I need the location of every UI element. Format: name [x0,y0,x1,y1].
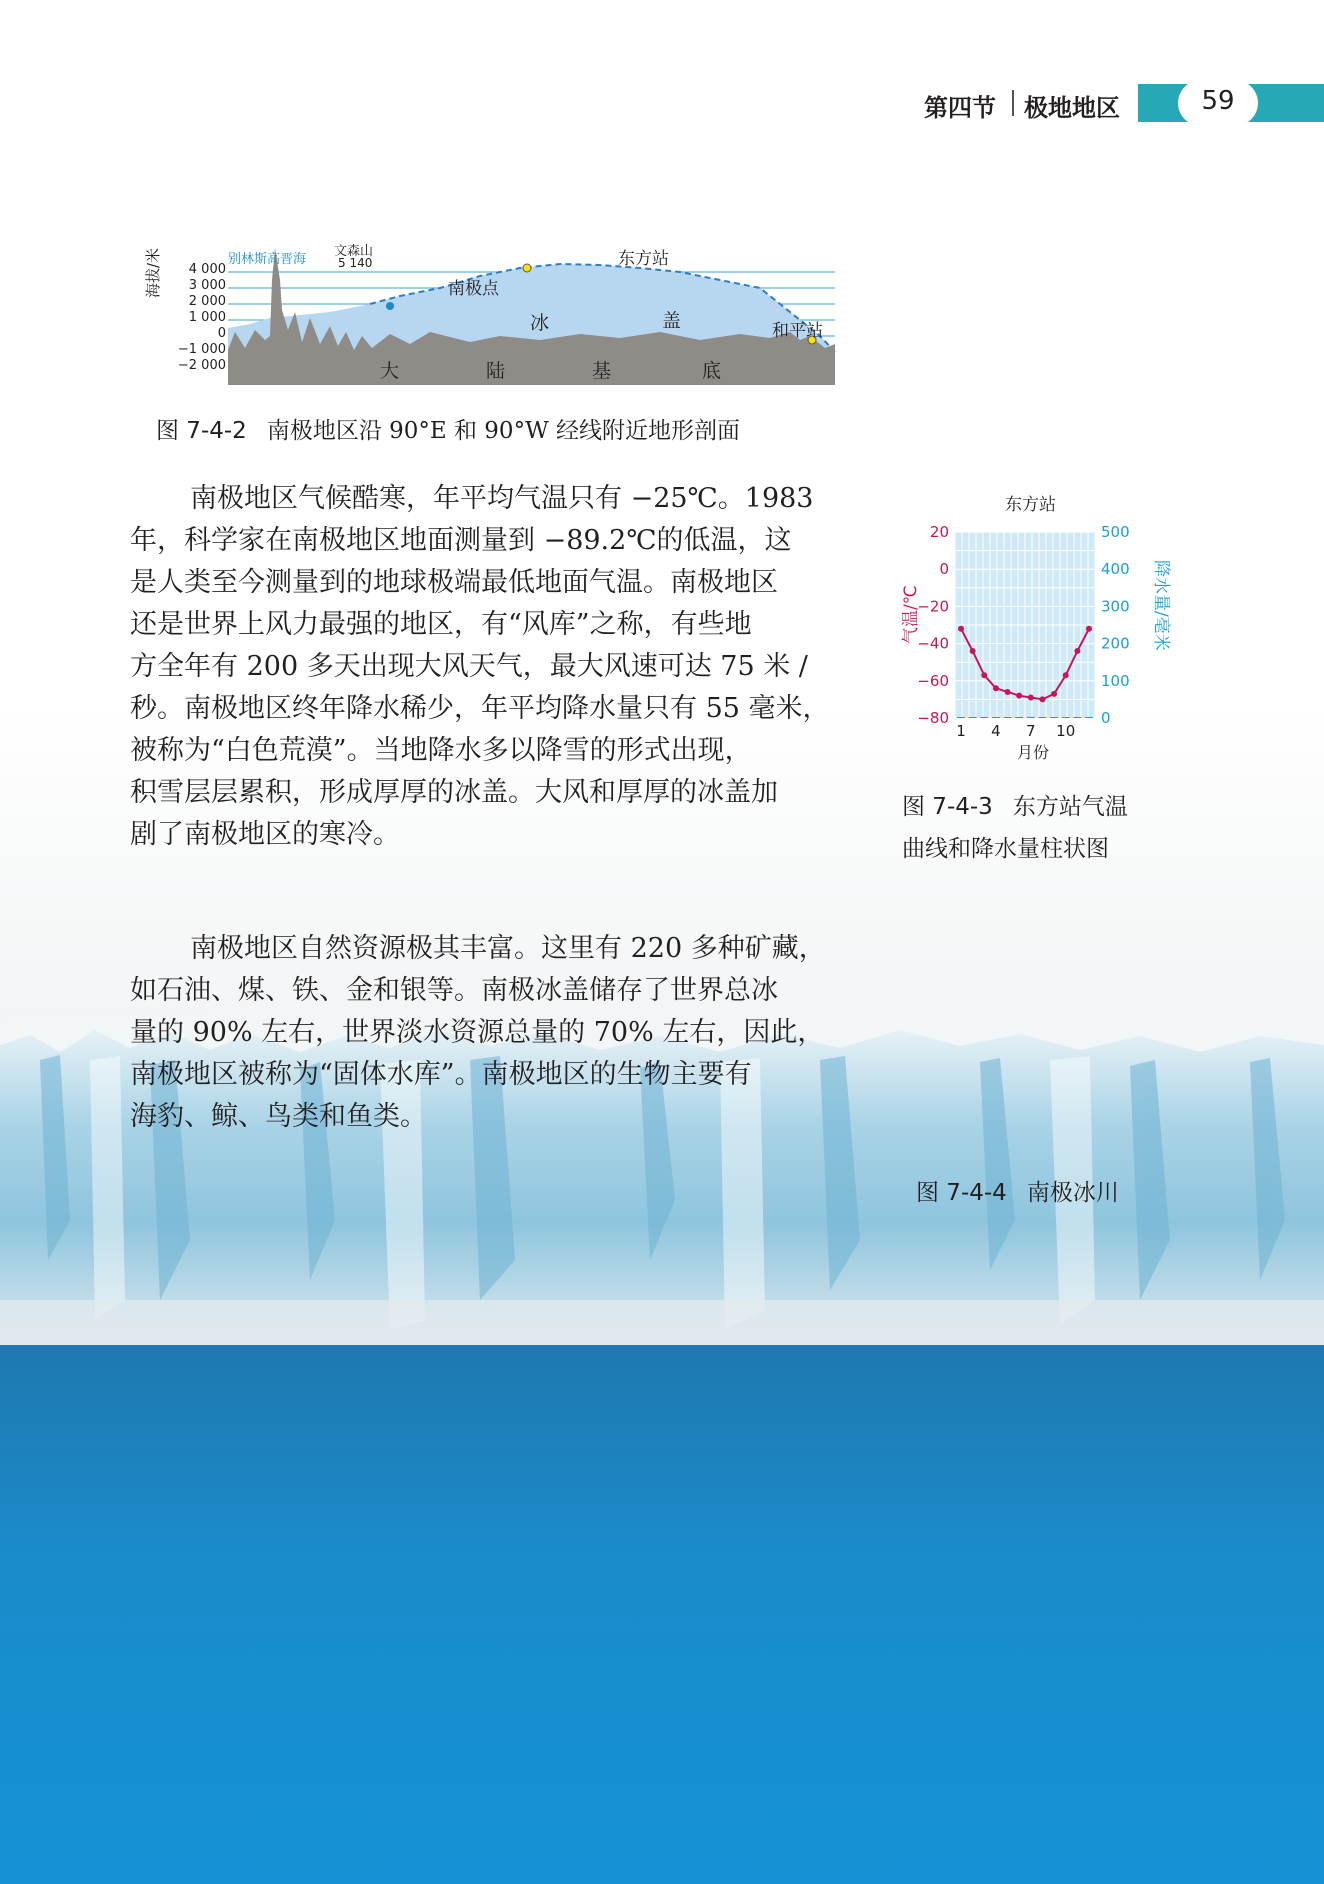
temperature-point [1039,696,1045,702]
precipitation-bar [980,717,988,718]
temperature-point [1086,626,1092,632]
text-line: 积雪层层累积，形成厚厚的冰盖。大风和厚厚的冰盖加 [130,777,778,808]
page-number: 59 [1201,86,1235,116]
text-line: 年，科学家在南极地区地面测量到 −89.2℃的低温，这 [130,525,792,556]
chart-y-right-label: 降水量/毫米 [1151,560,1171,651]
profile-y-tick: 4 000 [188,262,226,277]
temperature-point [1063,672,1069,678]
chart-title: 东方站 [1005,495,1056,515]
profile-y-tick: −1 000 [177,342,226,357]
south-pole-marker [386,302,394,310]
chart-y-right-tick: 0 [1101,709,1111,727]
precipitation-bar [1038,717,1046,718]
chart-x-label: 月份 [1017,743,1050,762]
precipitation-bar [1085,717,1093,718]
caption-number: 图 7-4-2 [156,418,247,444]
chart-x-tick: 1 [956,722,966,740]
chart-y-right-tick: 300 [1101,597,1130,616]
paragraph-climate [130,478,830,856]
chart-x-tick: 10 [1056,722,1076,740]
text-line: 还是世界上风力最强的地区，有“风库”之称，有些地 [130,609,752,640]
chart-y-left-tick: 0 [939,560,949,579]
chart-y-right-tick: 400 [1101,560,1130,579]
temperature-point [958,626,964,632]
dongfang-label: 东方站 [618,249,669,269]
caption-text: 东方站气温 [1012,794,1128,820]
temperature-point [981,672,987,678]
dongfang-station-marker [523,264,531,272]
temperature-point [993,685,999,691]
paragraph-resources [130,928,826,1138]
text-line: 量的 90% 左右，世界淡水资源总量的 70% 左右，因此， [130,1017,825,1048]
chart-y-right-tick: 500 [1101,523,1130,541]
profile-y-tick: 2 000 [188,294,226,309]
chart-y-left-tick: −40 [917,634,949,653]
caption-number: 图 7-4-3 [902,794,993,820]
figure-caption-profile [156,412,740,445]
climate-chart [880,520,1180,760]
figure-caption-climate [902,788,1128,821]
chart-y-left-label: 气温/℃ [901,585,921,644]
text-line: 秒。南极地区终年降水稀少，年平均降水量只有 55 毫米， [130,693,830,724]
temperature-point [1005,689,1011,695]
text-line: 南极地区自然资源极其丰富。这里有 220 多种矿藏， [190,933,826,964]
profile-y-tick: −2 000 [177,358,226,373]
mountain-height-label: 5 140 [338,256,373,270]
text-line: 海豹、鲸、鸟类和鱼类。 [130,1101,427,1132]
profile-y-axis-label: 海拔/米 [144,247,162,298]
chart-y-left-tick: −20 [917,597,949,616]
sea-label: 别林斯高晋海 [228,252,307,267]
precipitation-bar [1015,717,1023,718]
precipitation-bar [957,717,965,718]
text-line: 南极地区气候酷寒，年平均气温只有 −25℃。1983 [190,483,814,514]
south-pole-label: 南极点 [448,279,499,299]
text-line: 方全年有 200 多天出现大风天气，最大风速可达 75 米 / [130,651,808,682]
profile-y-tick: 1 000 [188,310,226,325]
caption-number: 图 7-4-4 [916,1180,1007,1206]
chart-y-right-tick: 100 [1101,671,1130,690]
chart-y-right-tick: 200 [1101,634,1130,653]
precipitation-bar [969,717,977,718]
temperature-point [1051,691,1057,697]
header-divider [1012,90,1014,116]
chart-y-left-tick: −60 [917,671,949,690]
precipitation-bar [1073,717,1081,718]
bedrock-label: 大 [380,360,400,382]
profile-y-tick: 0 [217,326,226,341]
text-line: 南极地区被称为“固体水库”。南极地区的生物主要有 [130,1059,752,1090]
temperature-point [970,648,976,654]
mountain-label: 文森山 [334,244,374,259]
chapter-title: 极地地区 [1024,94,1120,122]
precipitation-bar [992,717,1000,718]
chart-x-tick: 7 [1026,722,1036,740]
precipitation-bar [1062,717,1070,718]
text-line: 剧了南极地区的寒冷。 [130,819,400,850]
caption-text: 南极冰川 [1026,1180,1119,1206]
text-line: 被称为“白色荒漠”。当地降水多以降雪的形式出现， [130,735,752,766]
precipitation-bar [1004,717,1012,718]
precipitation-bar [1050,717,1058,718]
glacier-photo [0,700,1324,1884]
chart-y-left-tick: 20 [929,523,949,541]
section-label: 第四节 [924,94,996,122]
temperature-point [1074,648,1080,654]
temperature-point [1016,693,1022,699]
figure-caption-climate-line2: 曲线和降水量柱状图 [902,836,1109,862]
text-line: 是人类至今测量到的地球极端最低地面气温。南极地区 [130,567,778,598]
temperature-point [1028,695,1034,701]
bedrock-label: 底 [702,360,722,382]
chart-y-left-tick: −80 [917,709,949,727]
chart-x-tick: 4 [991,722,1001,740]
precipitation-bar [1027,717,1035,718]
ice-label: 盖 [662,310,682,332]
profile-y-tick: 3 000 [188,278,226,293]
ice-label: 冰 [530,312,550,334]
figure-caption-glacier [916,1174,1119,1207]
heping-label: 和平站 [772,321,823,341]
bedrock-label: 基 [592,360,612,382]
caption-text: 南极地区沿 90°E 和 90°W 经线附近地形剖面 [266,418,741,444]
text-line: 如石油、煤、铁、金和银等。南极冰盖储存了世界总冰 [130,975,778,1006]
bedrock-label: 陆 [486,360,506,382]
